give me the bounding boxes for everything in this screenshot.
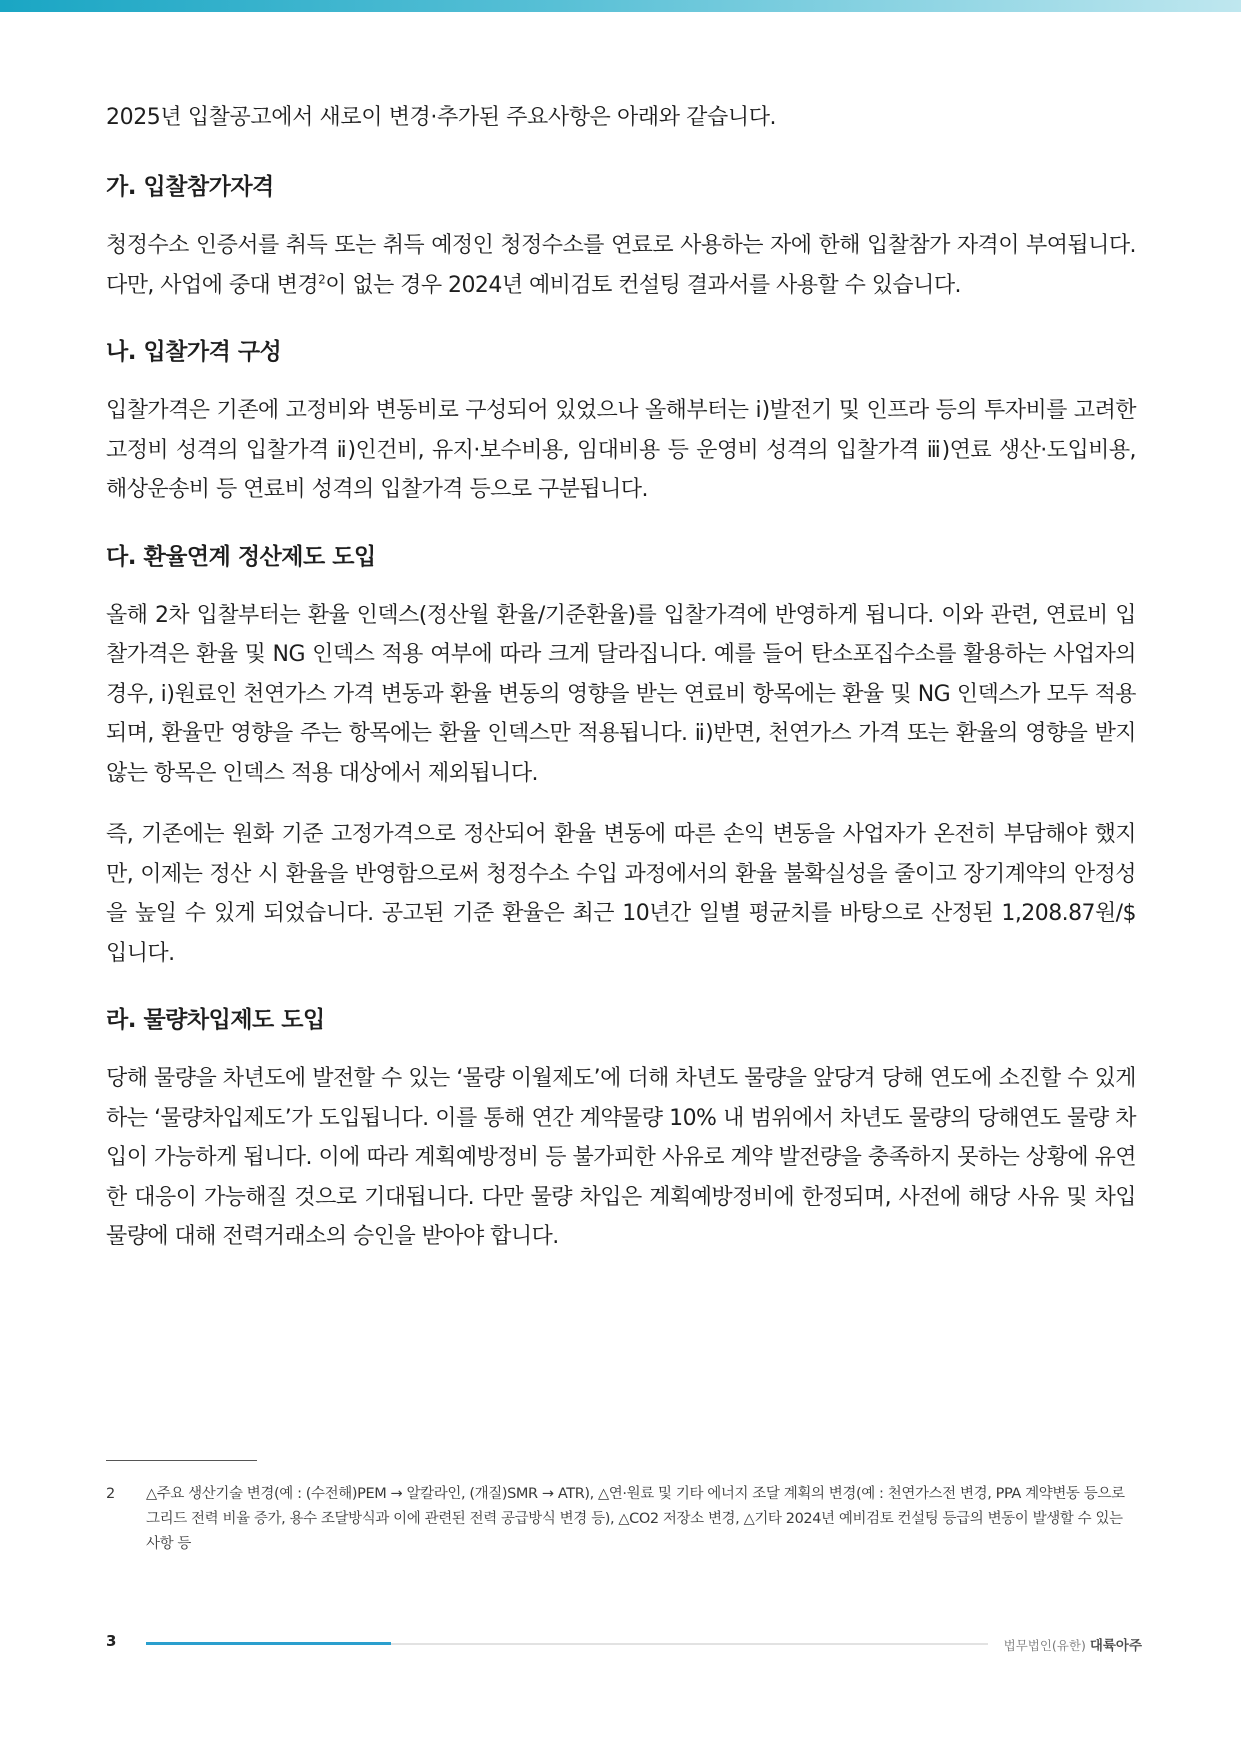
section-fx-paragraph-2: 즉, 기존에는 원화 기준 고정가격으로 정산되어 환율 변동에 따른 손익 변동을 사업자가 온전히 부담해야 했지만, 이제는 정산 시 환율을 반영함으로써 청정수소 수입 과정에서의 환율 불확실성을 줄이고 장기계약의 안정성을 높일 수 있게 되었습니다. 공고된 기준 환율은 최근 10년간 일별 평균치를 바탕으로 산정된 1,208.87원/$ 입니다. xyxy=(106,822,1136,966)
footnote-divider xyxy=(106,1460,257,1461)
section-volume-borrowing xyxy=(106,1003,1136,1257)
footnote xyxy=(106,1482,1136,1557)
top-accent-bar xyxy=(0,0,1241,12)
footnote-text: △주요 생산기술 변경(예 : (수전해)PEM → 알칼라인, (개질)SMR → ATR), △연·원료 및 기타 에너지 조달 계획의 변경(예 : 천연가스전 변경, PPA 계약변동 등으로 그리드 전력 비율 증가, 용수 조달방식과 이에 관련된 전력 공급방식 변경 등), △CO2 저장소 변경, △기타 2024년 예비검토 컨설팅 등급의 변동이 발생할 수 있는 사항 등 xyxy=(146,1486,1125,1552)
section-heading-fx-settlement: 다. 환율연계 정산제도 도입 xyxy=(106,543,376,570)
section-heading-eligibility: 가. 입찰참가자격 xyxy=(106,174,274,200)
firm-label xyxy=(1004,1634,1142,1654)
page-number: 3 xyxy=(106,1632,117,1650)
intro-paragraph: 2025년 입찰공고에서 새로이 변경·추가된 주요사항은 아래와 같습니다. xyxy=(106,105,777,130)
document-body xyxy=(106,98,1136,1287)
section-bid-price xyxy=(106,335,1136,510)
footnote-ref[interactable]: 2 xyxy=(318,272,326,287)
section-heading-bid-price: 나. 입찰가격 구성 xyxy=(106,339,282,365)
section-volume-paragraph: 당해 물량을 차년도에 발전할 수 있는 ‘물량 이월제도’에 더해 차년도 물량을 앞당겨 당해 연도에 소진할 수 있게 하는 ‘물량차입제도’가 도입됩니다. 이를 통해 연간 계약물량 10% 내 범위에서 차년도 물량의 당해연도 물량 차입이 가능하게 됩니다. 이에 따라 계획예방정비 등 불가피한 사유로 계약 발전량을 충족하지 못하는 상황에 유연한 대응이 가능해질 것으로 기대됩니다. 다만 물량 차입은 계획예방정비에 한정되며, 사전에 해당 사유 및 차입 물량에 대해 전력거래소의 승인을 받아야 합니다. xyxy=(106,1066,1136,1249)
section-eligibility-paragraph xyxy=(106,226,1136,305)
footer-divider-accent xyxy=(146,1642,391,1645)
section-bid-price-paragraph: 입찰가격은 기존에 고정비와 변동비로 구성되어 있었으나 올해부터는 ⅰ)발전기 및 인프라 등의 투자비를 고려한 고정비 성격의 입찰가격 ⅱ)인건비, 유지·보수비용, 임대비용 등 운영비 성격의 입찰가격 ⅲ)연료 생산·도입비용, 해상운송비 등 연료비 성격의 입찰가격 등으로 구분됩니다. xyxy=(106,398,1136,502)
paragraph-text: 이 없는 경우 2024년 예비검토 컨설팅 결과서를 사용할 수 있습니다. xyxy=(325,272,961,298)
section-fx-settlement xyxy=(106,540,1136,974)
firm-prefix: 법무법인(유한) xyxy=(1003,1638,1086,1653)
paragraph-text: 청정수소 인증서를 취득 또는 취득 예정인 청정수소를 연료로 사용하는 자에 한해 입찰참가 자격이 부여됩니다. 다만, 사업에 중대 변경 xyxy=(106,233,1136,298)
page-footer xyxy=(106,1632,1142,1656)
section-eligibility xyxy=(106,170,1136,305)
firm-name: 대륙아주 xyxy=(1089,1638,1142,1654)
footnote-number: 2 xyxy=(106,1486,115,1502)
section-fx-paragraph-1: 올해 2차 입찰부터는 환율 인덱스(정산월 환율/기준환율)를 입찰가격에 반영하게 됩니다. 이와 관련, 연료비 입찰가격은 환율 및 NG 인덱스 적용 여부에 따라 크게 달라집니다. 예를 들어 탄소포집수소를 활용하는 사업자의 경우, ⅰ)원료인 천연가스 가격 변동과 환율 변동의 영향을 받는 연료비 항목에는 환율 및 NG 인덱스가 모두 적용되며, 환율만 영향을 주는 항목에는 환율 인덱스만 적용됩니다. ⅱ)반면, 천연가스 가격 또는 환율의 영향을 받지 않는 항목은 인덱스 적용 대상에서 제외됩니다. xyxy=(106,602,1136,786)
section-heading-volume-borrowing: 라. 물량차입제도 도입 xyxy=(106,1007,325,1033)
